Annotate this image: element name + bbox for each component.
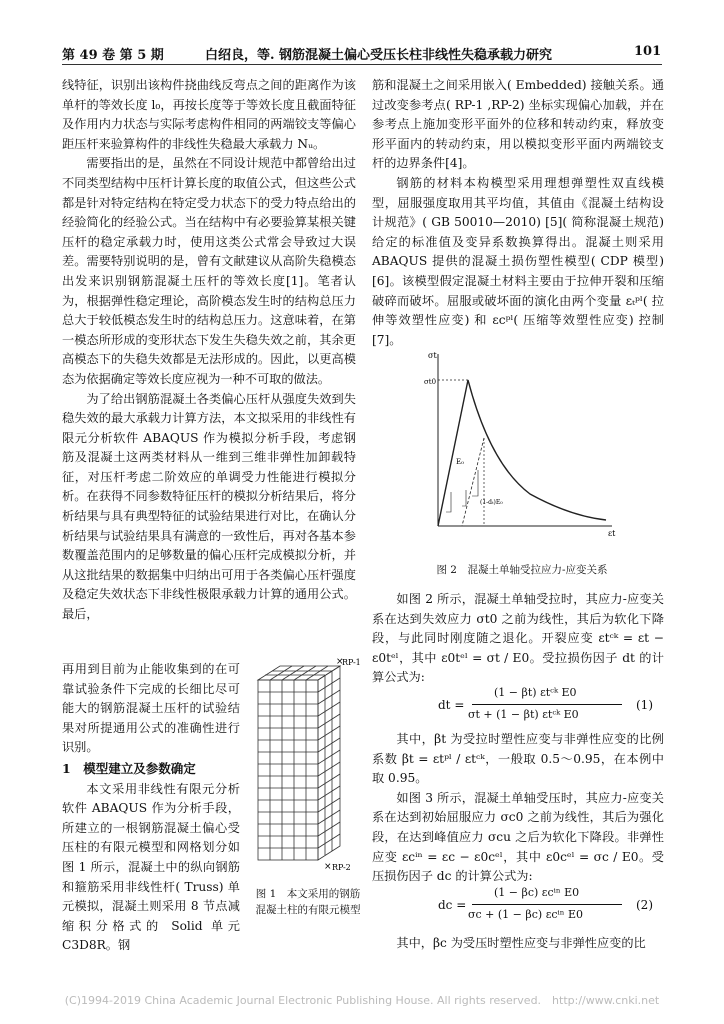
figure-2-tension-curve [420, 346, 620, 542]
equation-1 [438, 686, 664, 726]
section-heading: 1 模型建立及参数确定 [62, 760, 196, 776]
paragraph: 为了给出钢筋混凝土各类偏心压杆从强度失效到失稳失效的最大承载力计算方法，本文拟采用的非线性有限元分析软件 ABAQUS 作为模拟分析手段，考虑钢筋及混凝土这两类材料从一维到三维非弹性加卸载特征，对压杆考虑二阶效应的单调受力性能进行模拟分析。在获得不同参数特征压杆的模拟分析结果后，将分析结果与具有典型特征的试验结果进行对比，在确认分析结果与试验结果具有满意的一致性后，再对各基本参数覆盖范围内的足够数量的偏心压杆完成模拟分析，并从这批结果的数据集中归纳出可用于各类偏心压杆强度及稳定失效状态下非线性极限承载力计算的通用公式。最后， [62, 391, 356, 622]
eq2-number: (2) [636, 898, 653, 912]
right-column-lower-3 [372, 934, 664, 954]
paragraph: 线特征，识别出该构件挠曲线反弯点之间的距离作为该单杆的等效长度 l₀，再按长度等于等效长度且截面特征及作用内力状态与实际考虑构件相同的两端铰支等偏心距压杆来验算构件的非线性失稳最大承载力 Nᵤ。 [62, 78, 356, 151]
figure-1-caption: 图 1 本文采用的钢筋混凝土柱的有限元模型 [255, 888, 361, 916]
right-column-top [372, 76, 664, 350]
right-column-lower-2 [372, 730, 664, 887]
rp2-label: RP-2 [332, 863, 351, 872]
eq1-fraction-bar [472, 704, 622, 705]
paragraph: 其中，βc 为受压时塑性应变与非弹性应变的比 [396, 936, 646, 950]
eq1-denominator: σt + (1 − βt) εtᶜᵏ E0 [468, 708, 579, 721]
eq2-fraction-bar [472, 904, 622, 905]
running-title: 白绍良，等. 钢筋混凝土偏心受压长柱非线性失稳承载力研究 [205, 48, 553, 63]
rp2-marker: × [324, 862, 332, 872]
header-rule [62, 64, 662, 65]
figure-1-fe-model [244, 656, 361, 882]
paragraph: 筋和混凝土之间采用嵌入( Embedded) 接触关系。通过改变参考点( RP-1 ,RP-2) 坐标实现偏心加载，并在参考点上施加变形平面外的位移和转动约束，释放变形平面内的转动约束，用以模拟变形平面内两端铰支杆的边界条件[4]。 [372, 78, 664, 171]
left-column-top [62, 76, 356, 625]
left-column-narrow [62, 660, 240, 956]
paragraph: 如图 2 所示，混凝土单轴受拉时，其应力-应变关系在达到失效应力 σt0 之前为线性，其后为软化下降段，与此同时刚度随之退化。开裂应变 εtᶜᵏ = εt − ε0tᵉˡ，其中 ε0tᵉˡ = σt / E0。受拉损伤因子 dt 的计算公式为: [372, 592, 664, 685]
eq2-numerator: (1 − βc) εcⁱⁿ E0 [494, 886, 580, 899]
equation-2 [438, 886, 664, 926]
paragraph: 其中，βt 为受拉时塑性应变与非弹性应变的比例系数 βt = εtᵖˡ / εtᶜᵏ，一般取 0.5～0.95，在本例中取 0.95。 [372, 732, 664, 786]
paragraph: 钢筋的材料本构模型采用理想弹塑性双直线模型，屈服强度取用其平均值，其值由《混凝土结构设计规范》( GB 50010—2010) [5]( 简称混凝土规范) 给定的标准值及变异系数换算得出。混凝土则采用 ABAQUS 提供的混凝土损伤塑性模型( CDP 模型) [6]。该模型假定混凝土材料主要由于拉伸开裂和压缩破碎而破坏。屈服或破坏面的演化由两个变量 εₜᵖˡ( 拉伸等效塑性应变) 和 εcᵖˡ( 压缩等效塑性应变) 控制[7]。 [372, 175, 664, 347]
journal-volume: 第 49 卷 第 5 期 [62, 48, 164, 63]
rp1-label: RP-1 [342, 658, 361, 667]
y-axis-label: σt [428, 351, 437, 360]
copyright-footer: (C)1994-2019 China Academic Journal Electronic Publishing House. All rights reserved. http://www.cnki.net [64, 994, 660, 1007]
eq1-number: (1) [636, 698, 653, 712]
paragraph: 本文采用非线性有限元分析软件 ABAQUS 作为分析手段，所建立的一根钢筋混凝土偏心受压柱的有限元模型和网格划分如图 1 所示，混凝土中的纵向钢筋和箍筋采用非线性杆( Truss) 单元模拟，混凝土则采用 8 节点减缩积分格式的 Solid 单元 C3D8R。钢 [62, 781, 240, 953]
x-axis-label: εt [608, 529, 616, 538]
eq1-numerator: (1 − βt) εtᶜᵏ E0 [494, 686, 577, 699]
modulus-label: E₀ [456, 458, 464, 466]
eq2-denominator: σc + (1 − βc) εcⁱⁿ E0 [468, 908, 584, 921]
right-column-lower-1 [372, 590, 664, 688]
paragraph: 如图 3 所示，混凝土单轴受压时，其应力-应变关系在达到初始屈服应力 σc0 之前为线性，其后为强化段，在达到峰值应力 σcu 之后为软化下降段。非弹性应变 εcⁱⁿ = εc − ε0cᵉˡ，其中 ε0cᵉˡ = σc / E0。受压损伤因子 dc 的计算公式为: [372, 790, 664, 884]
figure-2-caption: 图 2 混凝土单轴受拉应力-应变关系 [436, 564, 608, 576]
paragraph: 再用到目前为止能收集到的在可靠试验条件下完成的长细比尽可能大的钢筋混凝土压杆的试验结果对所提通用公式的准确性进行识别。 [62, 662, 240, 755]
eq2-lhs: dc = [438, 898, 467, 912]
paragraph: 需要指出的是，虽然在不同设计规范中都曾给出过不同类型结构中压杆计算长度的取值公式，但这些公式都是针对特定结构在特定受力状态下的受力特点给出的经验简化的经验公式。当在结构中有必要验算某根关键压杆的稳定承载力时，使用这类公式常会导致过大误差。需要特别说明的是，曾有文献建议从高阶失稳模态出发来识别钢筋混凝土压杆的等效长度[1]。笔者认为，根据弹性稳定理论，高阶模态发生时的结构总压力总大于较低模态发生时的结构总压力。这意味着，在第一模态所形成的变形状态下发生失稳失效之前，其余更高模态下的失稳失效都是无法形成的。因此，以更高模态为依据确定等效长度应视为一种不可取的做法。 [62, 156, 356, 386]
peak-stress-label: σt0 [424, 378, 437, 386]
page-number: 101 [634, 44, 662, 59]
eq1-lhs: dt = [438, 698, 465, 712]
degraded-modulus-label: (1-dₜ)E₀ [480, 499, 503, 506]
rp1-marker: × [336, 657, 344, 667]
